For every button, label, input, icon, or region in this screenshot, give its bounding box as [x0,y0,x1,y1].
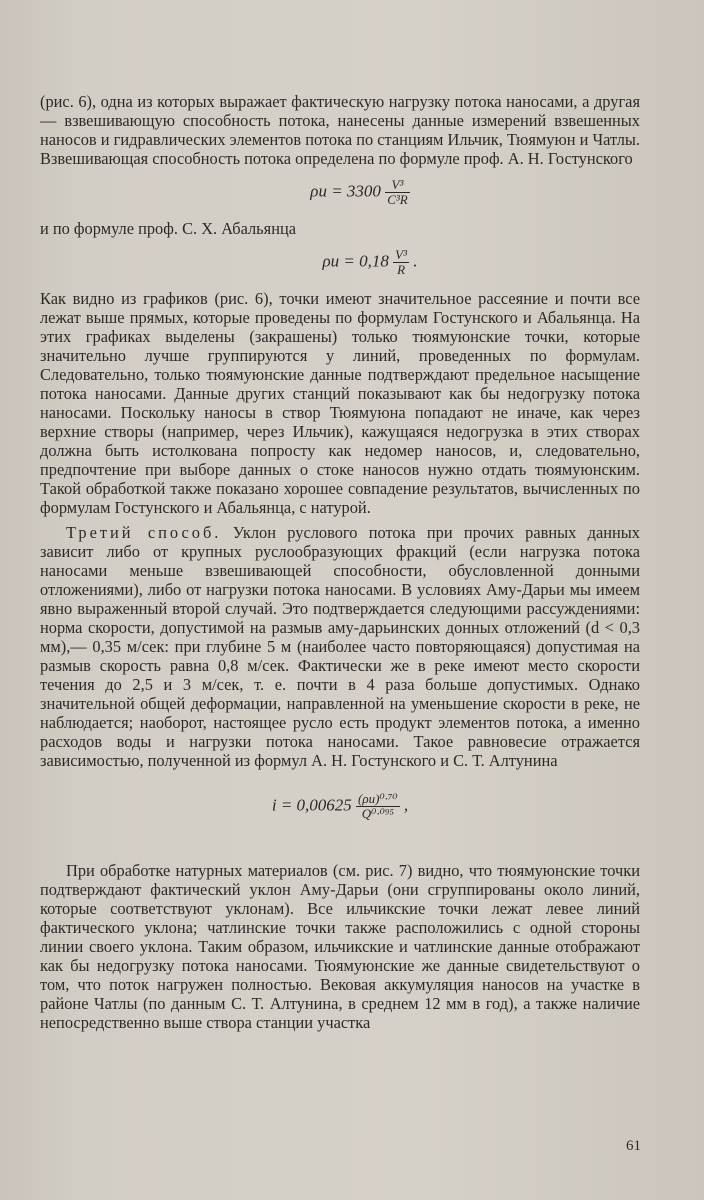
formula-gostunsky-numerator: V³ [385,178,410,193]
third-method-heading: Третий способ. [66,523,222,542]
paragraph-1: (рис. 6), одна из которых выражает фактическую нагрузку потока наносами, а другая — взвешивающую способность потока, нанесены данные измерений взвешенных наносов и гидравлических элементов потока по станциям Ильчик, Тюямуюн и Чатлы. Взвешивающая способность потока определена по формуле проф. А. Н. Гостунского [40,92,640,168]
paragraph-4-body: Уклон руслового потока при прочих равных данных зависит либо от крупных руслообразующих фракций (если нагрузка потока наносами меньше взвешивающей способности, обусловленной донными отложениями), либо от нагрузки потока наносами. В условиях Аму-Дарьи мы имеем явно выраженный второй случай. Это подтверждается следующими рассуждениями: норма скорости, допустимой на размыв аму-дарьинских донных отложений (d < 0,3 мм),— 0,35 м/сек: при глубине 5 м (наиболее часто повторяющаяся) допустимая на размыв скорость равна 0,8 м/сек. Фактически же в реке имеют место скорости течения до 2,5 и 3 м/сек, т. е. почти в 4 раза больше допустимых. Однако значительной общей деформации, направленной на уменьшение скорости в реке, не наблюдается; наоборот, настоящее русло есть продукт элементов потока, а именно расходов воды и нагрузки потока наносами. Такое равновесие отражается зависимостью, полученной из формул А. Н. Гостунского и С. Т. Алтунина [40,523,640,770]
formula-abalyants-left: ρu = 0,18 [322,251,389,271]
page-number: 61 [626,1138,641,1154]
formula-gostunsky-denominator: C³R [387,192,408,207]
paragraph-5: При обработке натурных материалов (см. рис. 7) видно, что тюямуюнские точки подтверждают фактический уклон Аму-Дарьи (они сгруппированы около линий, которые соответствуют уклонам). Все ильчикские точки лежат левее линий фактического уклона; чатлинские точки также расположились с одной стороны линии своего уклона. Таким образом, ильчикские и чатлинские данные отображают как бы недогрузку потока наносами. Тюямуюнские же данные свидетельствуют о том, что поток нагружен полностью. Вековая аккумуляция наносов на участке в районе Чатлы (по данным С. Т. Алтунина, в среднем 12 мм в год), а также наличие непосредственно выше створа станции участка [40,861,640,1032]
paragraph-2: и по формуле проф. С. Х. Абальянца [40,219,297,238]
formula-slope [40,792,640,821]
formula-abalyants-numerator: V³ [395,247,407,262]
formula-abalyants-fraction [393,248,409,277]
paragraph-4 [40,523,640,770]
formula-slope-fraction [356,792,400,821]
formula-slope-tail: , [403,795,409,815]
formula-slope-denominator: Q⁰·⁰⁹⁵ [361,806,394,821]
formula-gostunsky-fraction [385,178,410,207]
formula-abalyants-denominator: R [397,262,406,277]
formula-gostunsky [80,178,640,207]
paragraph-3: Как видно из графиков (рис. 6), точки имеют значительное рассеяние и почти все лежат выше прямых, которые проведены по формулам Гостунского и Абальянца. На этих графиках выделены (закрашены) только тюямуюнские точки, которые значительно лучше группируются у линий, проведенных по формулам. Следовательно, только тюямуюнские данные подтверждают предельное насыщение потока наносами. Данные других станций показывают как бы недогрузку потока наносами. Поскольку наносы в створ Тюямуюна попадают не иначе, как через верхние створы (например, через Ильчик), кажущаяся недогрузка в этих створах должна быть истолкована попросту как недомер наносов, и, следовательно, предпочтение при выборе данных о стоке наносов нужно отдать тюямуюнским. Такой обработкой также показано хорошее совпадение результатов, вычисленных по формулам Гостунского и Абальянца, с натурой. [40,289,640,517]
formula-abalyants [100,248,640,277]
formula-gostunsky-left: ρu = 3300 [310,181,381,201]
formula-slope-left: i = 0,00625 [271,795,352,815]
formula-abalyants-tail: . [413,251,418,271]
formula-slope-numerator: (ρu)⁰·⁷⁰ [358,791,398,806]
page-text [40,92,640,1032]
